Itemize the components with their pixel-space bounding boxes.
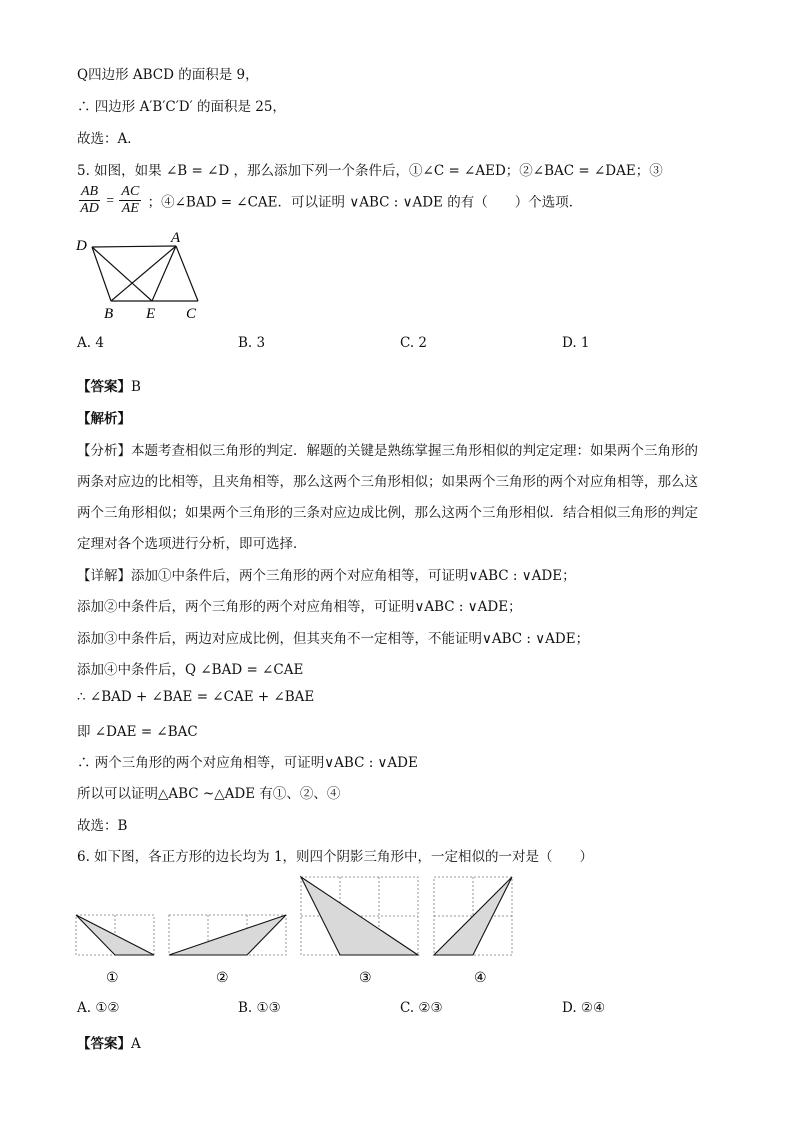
analysis-line-4: 定理对各个选项进行分析，即可选择． <box>77 536 307 552</box>
q6-option-a: A. ①② <box>77 1000 120 1016</box>
label-E: E <box>146 306 156 322</box>
solution-choice: 故选：A． <box>77 131 141 147</box>
answer-6 <box>77 1032 141 1052</box>
detail-line-4: 添加④中条件后，Q ∠BAD = ∠CAE <box>77 662 304 678</box>
question-5-figure <box>70 228 210 322</box>
fraction-denominator: AE <box>121 201 139 216</box>
detail-line-1: 【详解】添加①中条件后，两个三角形的两个对应角相等，可证明∨ABC : ∨ADE； <box>77 568 576 584</box>
analysis-line-2: 两条对应边的比相等，且夹角相等，那么这两个三角形相似；如果两个三角形的两个对应角相等，那么这 <box>77 474 698 490</box>
label-D: D <box>76 238 87 254</box>
detail-line-7: ∴ 两个三角形的两个对应角相等，可证明∨ABC : ∨ADE <box>77 755 418 771</box>
solution-line-result: ∴ 四边形 A′B′C′D′ 的面积是 25， <box>77 99 286 115</box>
detail-line-2: 添加②中条件后，两个三角形的两个对应角相等，可证明∨ABC : ∨ADE； <box>77 599 522 615</box>
q6-option-b: B. ①③ <box>238 1000 281 1016</box>
question-6-stem: 6. 如下图，各正方形的边长均为 1，则四个阴影三角形中，一定相似的一对是（ ） <box>77 849 594 865</box>
answer-label: 【答案】 <box>77 379 131 395</box>
fraction-denominator: AD <box>80 201 99 216</box>
q6-option-c: C. ②③ <box>400 1000 443 1016</box>
question-6-figure <box>70 872 530 992</box>
detail-line-5: ∴ ∠BAD + ∠BAE = ∠CAE + ∠BAE <box>77 689 315 705</box>
answer-label: 【答案】 <box>77 1036 131 1052</box>
q5-option-a: A. 4 <box>77 335 104 351</box>
fraction-numerator: AB <box>81 184 99 199</box>
q6-option-d: D. ②④ <box>562 1000 606 1016</box>
answer-5 <box>77 375 141 395</box>
question-5-stem-tail: ；④∠BAD = ∠CAE．可以证明 ∨ABC : ∨ADE 的有（ ）个选项． <box>147 194 583 211</box>
analysis-line-1: 【分析】本题考查相似三角形的判定．解题的关键是熟练掌握三角形相似的判定定理：如果两个三角形的 <box>77 443 698 459</box>
figure-label-4: ④ <box>474 971 487 986</box>
question-5-stem-cont: $\frac{AB}{AD}$ = $\frac{AC}{AE}$ ；④∠BAD = ∠CAE．可以证明 ∨ABC : ∨ADE 的有（ ）个选项． <box>80 184 583 216</box>
figure-label-1: ① <box>106 971 119 986</box>
figure-label-3: ③ <box>359 971 372 986</box>
q5-option-d: D. 1 <box>562 335 590 351</box>
analysis-line-3: 两个三角形相似；如果两个三角形的三条对应边成比例，那么这两个三角形相似．结合相似三角形的判定 <box>77 505 698 521</box>
question-5-stem: 5. 如图，如果 ∠B = ∠D ，那么添加下列一个条件后，①∠C = ∠AED；②∠BAC = ∠DAE；③ <box>77 163 663 179</box>
label-B: B <box>104 306 114 322</box>
label-A: A <box>171 230 181 246</box>
detail-line-9: 故选：B <box>77 818 128 834</box>
answer-value: A <box>131 1036 141 1052</box>
solution-line-area: Q四边形 ABCD 的面积是 9， <box>77 67 259 83</box>
label-C: C <box>186 306 197 322</box>
analysis-heading: 【解析】 <box>77 411 131 427</box>
detail-line-6: 即 ∠DAE = ∠BAC <box>77 724 198 740</box>
figure-label-2: ② <box>216 971 229 986</box>
q5-option-b: B. 3 <box>238 335 266 351</box>
fraction-ac-ae <box>119 184 141 217</box>
detail-line-8: 所以可以证明△ABC ~△ADE 有①、②、④ <box>77 786 341 802</box>
q5-option-c: C. 2 <box>400 335 428 351</box>
fraction-ab-ad <box>79 184 100 217</box>
answer-value: B <box>131 379 141 395</box>
detail-line-3: 添加③中条件后，两边对应成比例，但其夹角不一定相等，不能证明∨ABC : ∨ADE； <box>77 631 590 647</box>
fraction-numerator: AC <box>121 184 140 199</box>
